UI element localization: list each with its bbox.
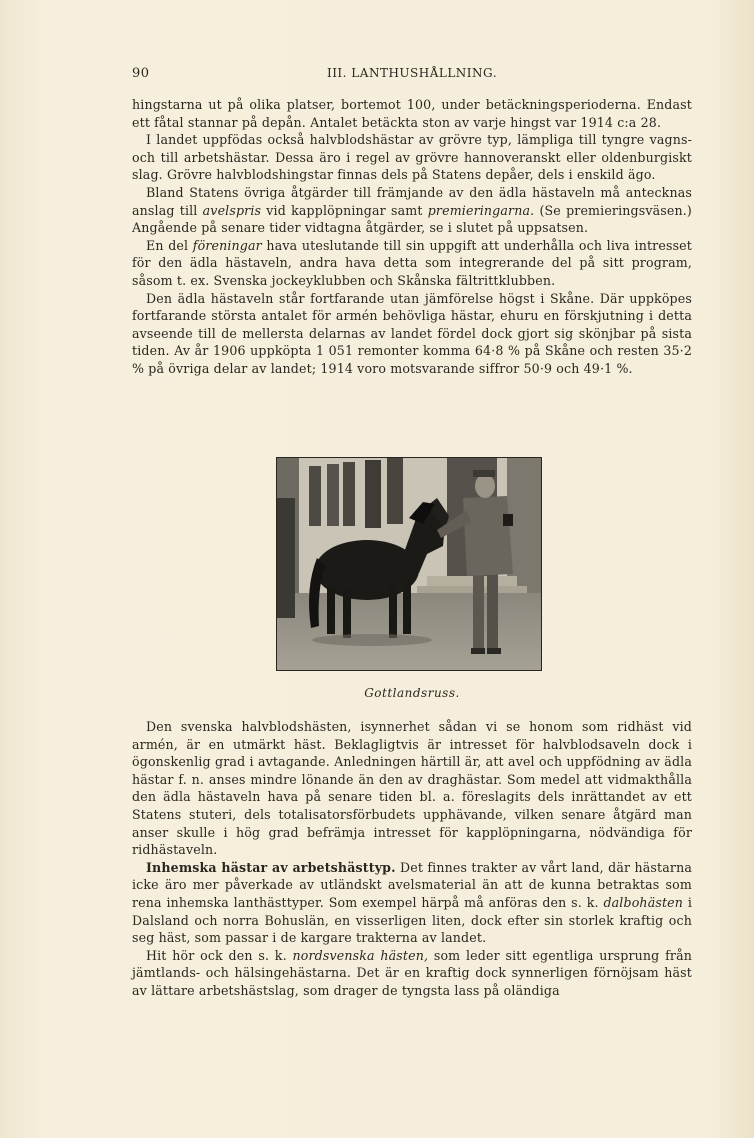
text-block-bottom xyxy=(132,718,692,1000)
italic-term: premieringarna. xyxy=(427,202,535,218)
paragraph xyxy=(132,947,692,1000)
italic-term: nordsvenska hästen, xyxy=(292,947,429,963)
text-run: I landet uppfödas också halvblodshästar av grövre typ, lämpliga till tyngre vagns- och till arbetshästar. Dessa äro i regel av grövre hannoveranskt eller oldenburgiskt slag. Grövre halvblodshingstar finnas dels på Statens depåer, dels i enskild ägo. xyxy=(132,132,692,183)
paragraph xyxy=(132,718,692,859)
paragraph xyxy=(132,859,692,947)
page-number: 90 xyxy=(132,66,150,81)
paragraph xyxy=(132,131,692,184)
text-run: hingstarna ut på olika platser, bortemot 100, under betäckningsperioderna. Endast ett fåtal stannar på depån. Antalet betäckta ston av varje hingst var 1914 c:a 28. xyxy=(132,97,692,130)
bold-heading: Inhemska hästar av arbetshästtyp. xyxy=(146,859,396,875)
text-run: (Se premieringsväsen.) Angående på senare tider vidtagna åtgärder, se i slutet på uppsatsen. xyxy=(132,202,692,236)
text-run: som leder sitt egentliga ursprung från jämtlands- och hälsingehästarna. Det är en kraftig dock synnerligen förnöjsam häst av lättare arbetshästslag, som drager de tyngsta lass på oländiga xyxy=(132,947,692,998)
paragraph xyxy=(132,96,692,131)
paragraph xyxy=(132,237,692,290)
text-run: Den svenska halvblodshästen, isynnerhet sådan vi se honom som ridhäst vid armén, är en utmärkt häst. Beklagligtvis är intresset för halvblodsaveln dock i ögonskenlig grad i avtagande. Anledningen härtill är, att avel och uppfödning av ädla hästar f. n. anses mindre lönande än den av draghästar. Som medel att vidmakthålla den ädla hästaveln hava på senare tiden bl. a. föreslagits dels inrättandet av ett Statens stuteri, dels totalisatorsförbudets upphävande, vilken senare åtgärd man anser skulle i hög grad befrämja intresset för kapplöpningarna, nödvändiga för ridhästaveln. xyxy=(132,719,692,858)
text-block-top xyxy=(132,96,692,378)
italic-term: avelspris xyxy=(202,202,262,218)
text-run: hava uteslutande till sin uppgift att underhålla och liva intresset för den ädla hästaveln, andra hava detta som integrerande del på sitt program, såsom t. ex. Svenska jockeyklubben och Skånska fältrittklubben. xyxy=(132,237,692,288)
running-header xyxy=(132,66,692,84)
text-run: Hit hör ock den s. k. xyxy=(146,947,293,963)
photo-illustration xyxy=(277,458,541,670)
figure-caption: Gottlandsruss. xyxy=(364,686,460,700)
paragraph xyxy=(132,290,692,378)
text-run: i Dalsland och norra Bohuslän, en visserligen liten, dock efter sin storlek kraftig och seg häst, som passar i de kargare trakterna av landet. xyxy=(132,894,692,946)
running-title: III. LANTHUSHÅLLNING. xyxy=(326,66,498,80)
figure-photo-pony-with-man xyxy=(276,457,542,671)
italic-term: föreningar xyxy=(192,237,262,253)
text-run: Det finnes trakter av vårt land, där hästarna icke äro mer påverkade av utländskt avelsmaterial än att de kunna betraktas som rena inhemska lanthästtyper. Som exempel härpå må anföras den s. k. xyxy=(132,859,692,910)
paragraph xyxy=(132,184,692,237)
text-run: vid kapplöpningar samt xyxy=(261,202,428,218)
text-run: En del xyxy=(146,237,193,253)
italic-term: dalbohästen xyxy=(603,894,684,910)
text-run: Den ädla hästaveln står fortfarande utan jämförelse högst i Skåne. Där uppköpes fortfarande största antalet för armén behövliga hästar, ehuru en förskjutning i detta avseende till de mellersta delarnas av landet fördel dock gjort sig skönjbar på sista tiden. Av år 1906 uppköpta 1 051 remonter komma 64·8 % på Skåne och resten 35·2 % på övriga delar av landet; 1914 voro motsvarande siffror 50·9 och 49·1 %. xyxy=(132,290,692,376)
text-run: Bland Statens övriga åtgärder till främjande av den ädla hästaveln må antecknas anslag till xyxy=(132,184,692,218)
